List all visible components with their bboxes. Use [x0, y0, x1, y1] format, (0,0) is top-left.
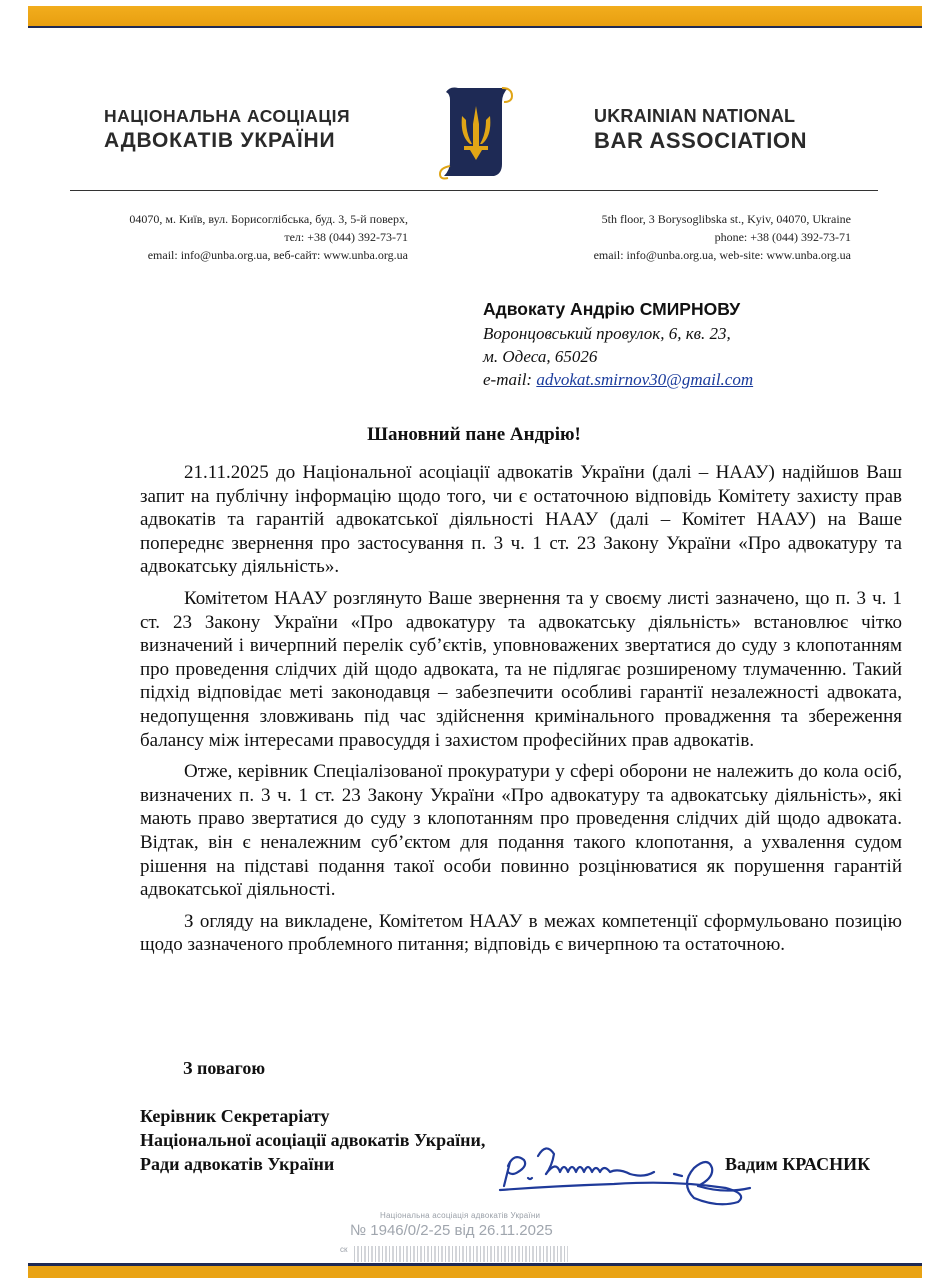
body-paragraph-3: Отже, керівник Спеціалізованої прокуратури у сфері оборони не належить до кола осіб, визначених п. 3 ч. 1 ст. 23 Закону України «Про адвокатуру та адвокатську діяльність», які мають право звертатися до суду з клопотанням про проведення слідчих дій щодо адвоката. Відтак, він є неналежним суб’єктом для подання такого клопотання, а ухвалення судом рішення на підставі подання такої особи повинно розцінюватися як порушення гарантій адвокатської діяльності.: [140, 761, 902, 901]
org-en-line1: UKRAINIAN NATIONAL: [594, 106, 796, 126]
bottom-gold-bar: [28, 1266, 922, 1278]
contact-ua-address: 04070, м. Київ, вул. Борисоглібська, буд. 3, 5-й поверх,: [129, 212, 408, 226]
body-paragraph-4: З огляду на викладене, Комітетом НААУ в межах компетенції сформульовано позицію щодо зазначеного проблемного питання; відповідь є вичерпною та остаточною.: [140, 910, 902, 956]
position-line1: Керівник Секретаріату: [140, 1106, 330, 1126]
signer-position-block: [140, 1104, 485, 1176]
addressee-name: Адвокату Андрію СМИРНОВУ: [483, 299, 741, 319]
addressee-address-line1: Воронцовський провулок, 6, кв. 23,: [483, 324, 731, 343]
top-gold-bar: [28, 6, 922, 26]
org-ua-line1: НАЦІОНАЛЬНА АСОЦІАЦІЯ: [104, 106, 351, 126]
contact-en-address: 5th floor, 3 Borysoglibska st., Kyiv, 04070, Ukraine: [601, 212, 851, 226]
body-paragraph-2: Комітетом НААУ розглянуто Ваше звернення та у своєму листі зазначено, що п. 3 ч. 1 ст. 23 Закону України «Про адвокатуру та адвокатську діяльність» встановлює чітко визначений і вичерпний перелік суб’єктів, уповноважених звертатися до суду з клопотанням про проведення слідчих дій щодо адвоката, та не підлягає розширеному тлумаченню. Такий підхід відповідає меті законодавця – забезпечити особливі гарантії незалежності адвоката, недопущення зловживань під час здійснення кримінального провадження та збереження балансу між інтересами правосуддя і захистом професійних прав адвокатів.: [140, 587, 902, 751]
barcode-icon: [354, 1246, 568, 1262]
header-divider: [70, 190, 878, 191]
contact-en-email: email: info@unba.org.ua, web-site: www.unba.org.ua: [593, 248, 851, 262]
position-line2: Національної асоціації адвокатів України,: [140, 1130, 486, 1150]
stamp-organization: Національна асоціація адвокатів України: [380, 1211, 541, 1220]
org-name-ukrainian: [104, 106, 394, 153]
org-name-english: [594, 106, 854, 154]
handwritten-signature-icon: [494, 1138, 756, 1214]
contact-block-english: [540, 210, 851, 264]
addressee-address-line2: м. Одеса, 65026: [483, 347, 598, 366]
registration-stamp: [340, 1210, 570, 1264]
email-label: e-mail:: [483, 370, 537, 389]
addressee-email-line: [483, 368, 903, 391]
org-ua-line2: АДВОКАТІВ УКРАЇНИ: [104, 129, 336, 152]
addressee-block: [483, 298, 903, 391]
body-paragraph-1: 21.11.2025 до Національної асоціації адвокатів України (далі – НААУ) надійшов Ваш запит на публічну інформацію щодо того, чи є остаточною відповідь Комітету захисту прав адвокатів та гарантій адвокатської діяльності НААУ (далі – Комітет НААУ) на Ваше попереднє звернення про застосування п. 3 ч. 1 ст. 23 Закону України «Про адвокатуру та адвокатську діяльність».: [140, 462, 902, 578]
position-line3: Ради адвокатів України: [140, 1154, 335, 1174]
stamp-suffix: ск: [340, 1245, 348, 1254]
top-navy-line: [28, 26, 922, 28]
org-en-line2: BAR ASSOCIATION: [594, 128, 808, 153]
contact-en-phone: phone: +38 (044) 392-73-71: [714, 230, 851, 244]
stamp-number: № 1946/0/2-25 від 26.11.2025: [350, 1222, 553, 1239]
addressee-email-link[interactable]: advokat.smirnov30@gmail.com: [536, 370, 754, 389]
contact-block-ukrainian: [88, 210, 408, 264]
contact-ua-email: email: info@unba.org.ua, веб-сайт: www.unba.org.ua: [147, 248, 408, 262]
contact-ua-phone: тел: +38 (044) 392-73-71: [284, 230, 408, 244]
letter-body: [140, 461, 902, 965]
closing-regards: З повагою: [183, 1058, 266, 1078]
salutation: Шановний пане Андрію!: [367, 424, 581, 445]
trident-scroll-emblem-icon: [436, 84, 514, 180]
signer-name: Вадим КРАСНИК: [725, 1154, 871, 1174]
